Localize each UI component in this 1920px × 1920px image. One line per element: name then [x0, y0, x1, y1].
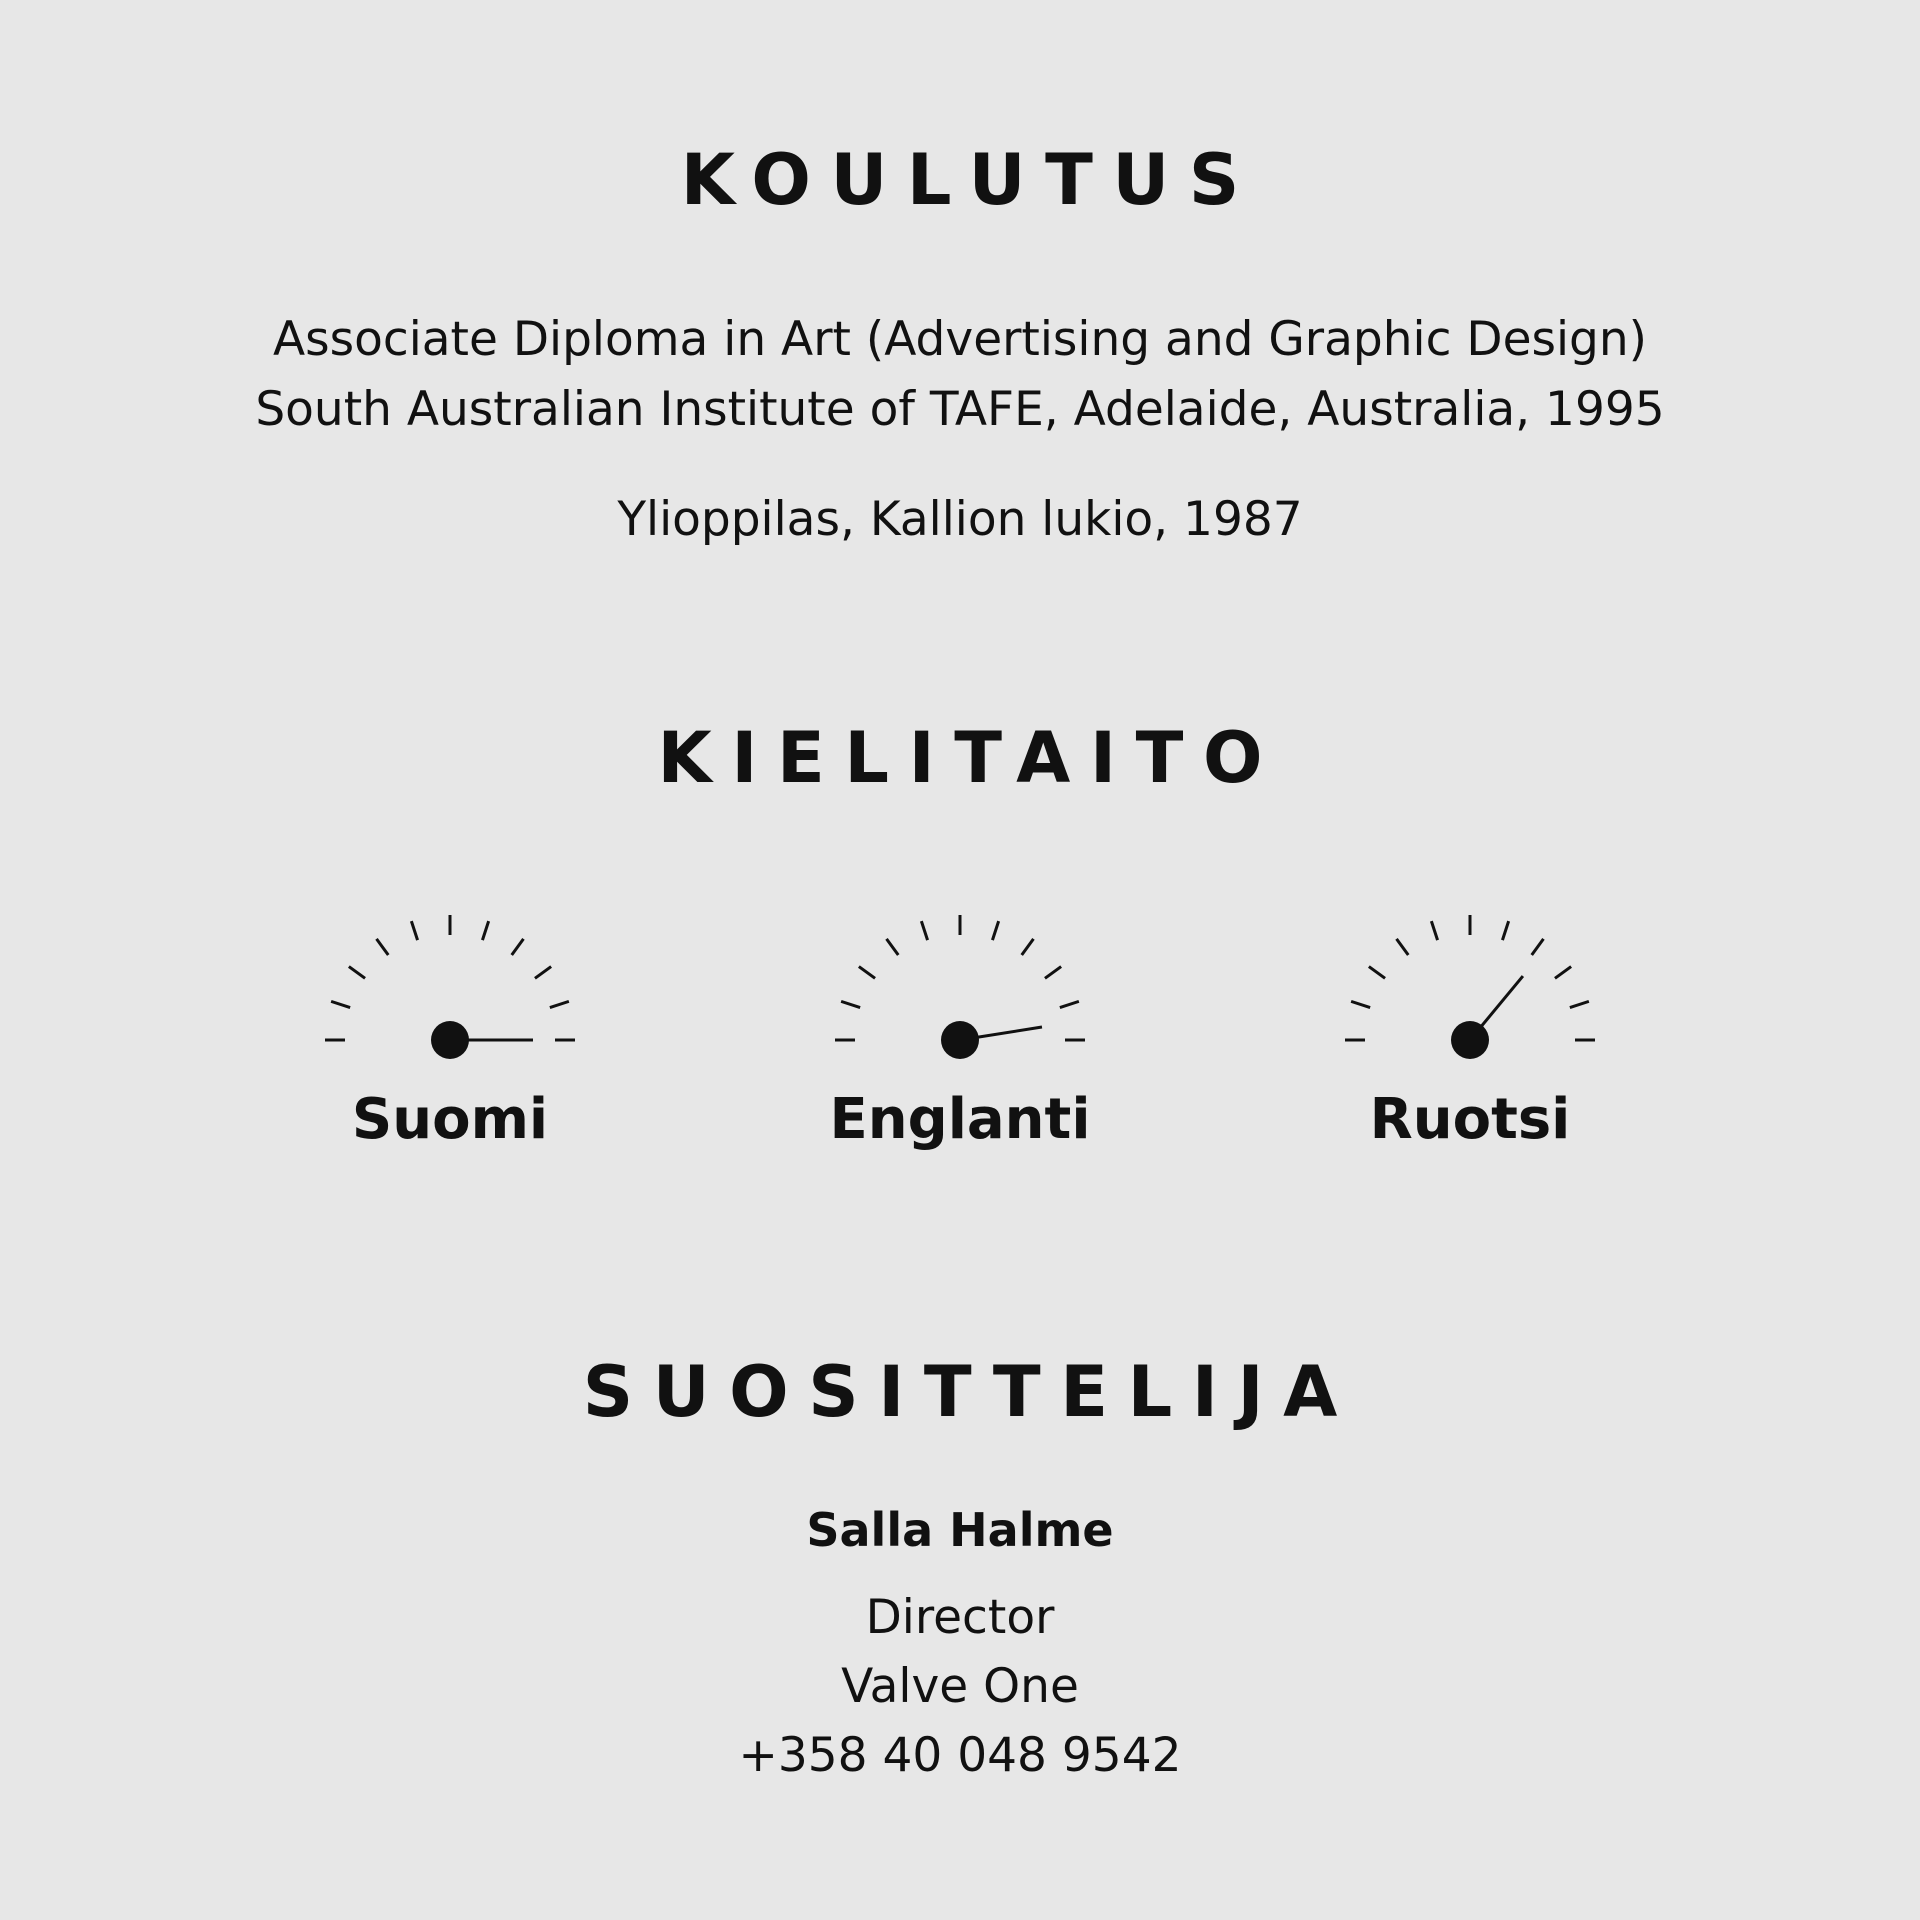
reference-phone: +358 40 048 9542	[738, 1728, 1182, 1783]
gauge-dial	[300, 900, 600, 1080]
gauge-tick	[411, 921, 417, 940]
gauge-tick	[1060, 1001, 1079, 1007]
gauge-hub	[1451, 1021, 1489, 1059]
gauge-tick	[1502, 921, 1508, 940]
gauge-tick	[1369, 967, 1385, 979]
education-degree: Associate Diploma in Art (Advertising and Graphic Design)	[272, 312, 1648, 367]
gauge-tick	[482, 921, 488, 940]
language-gauge-suomi	[300, 900, 600, 1160]
gauge-tick	[331, 1001, 350, 1007]
gauge-hub	[941, 1021, 979, 1059]
gauge-tick	[377, 939, 389, 955]
education-institution: South Australian Institute of TAFE, Adelaide, Australia, 1995	[255, 382, 1665, 437]
gauge-tick	[887, 939, 899, 955]
languages-heading: KIELITAITO	[657, 717, 1283, 799]
reference-name: Salla Halme	[806, 1503, 1114, 1557]
language-label: Ruotsi	[1369, 1087, 1571, 1152]
gauge-tick	[1022, 939, 1034, 955]
gauge-tick	[921, 921, 927, 940]
reference-company: Valve One	[841, 1659, 1079, 1714]
language-label: Englanti	[829, 1087, 1091, 1152]
education-high-school: Ylioppilas, Kallion lukio, 1987	[617, 492, 1303, 547]
gauge-dial	[1320, 900, 1620, 1080]
gauge-tick	[1045, 967, 1061, 979]
gauge-tick	[992, 921, 998, 940]
language-gauge-englanti	[810, 900, 1110, 1160]
gauge-tick	[512, 939, 524, 955]
gauge-dial	[810, 900, 1110, 1080]
reference-heading: SUOSITTELIJA	[582, 1351, 1357, 1433]
gauge-tick	[1431, 921, 1437, 940]
reference-title: Director	[865, 1590, 1055, 1645]
education-heading: KOULUTUS	[680, 139, 1259, 221]
gauge-tick	[535, 967, 551, 979]
language-gauge-ruotsi	[1320, 900, 1620, 1160]
gauge-tick	[1570, 1001, 1589, 1007]
gauge-tick	[349, 967, 365, 979]
gauge-hub	[431, 1021, 469, 1059]
gauge-tick	[1555, 967, 1571, 979]
gauge-tick	[1532, 939, 1544, 955]
gauge-tick	[1397, 939, 1409, 955]
gauge-tick	[841, 1001, 860, 1007]
gauge-tick	[550, 1001, 569, 1007]
gauge-tick	[859, 967, 875, 979]
gauge-tick	[1351, 1001, 1370, 1007]
language-label: Suomi	[351, 1087, 549, 1152]
